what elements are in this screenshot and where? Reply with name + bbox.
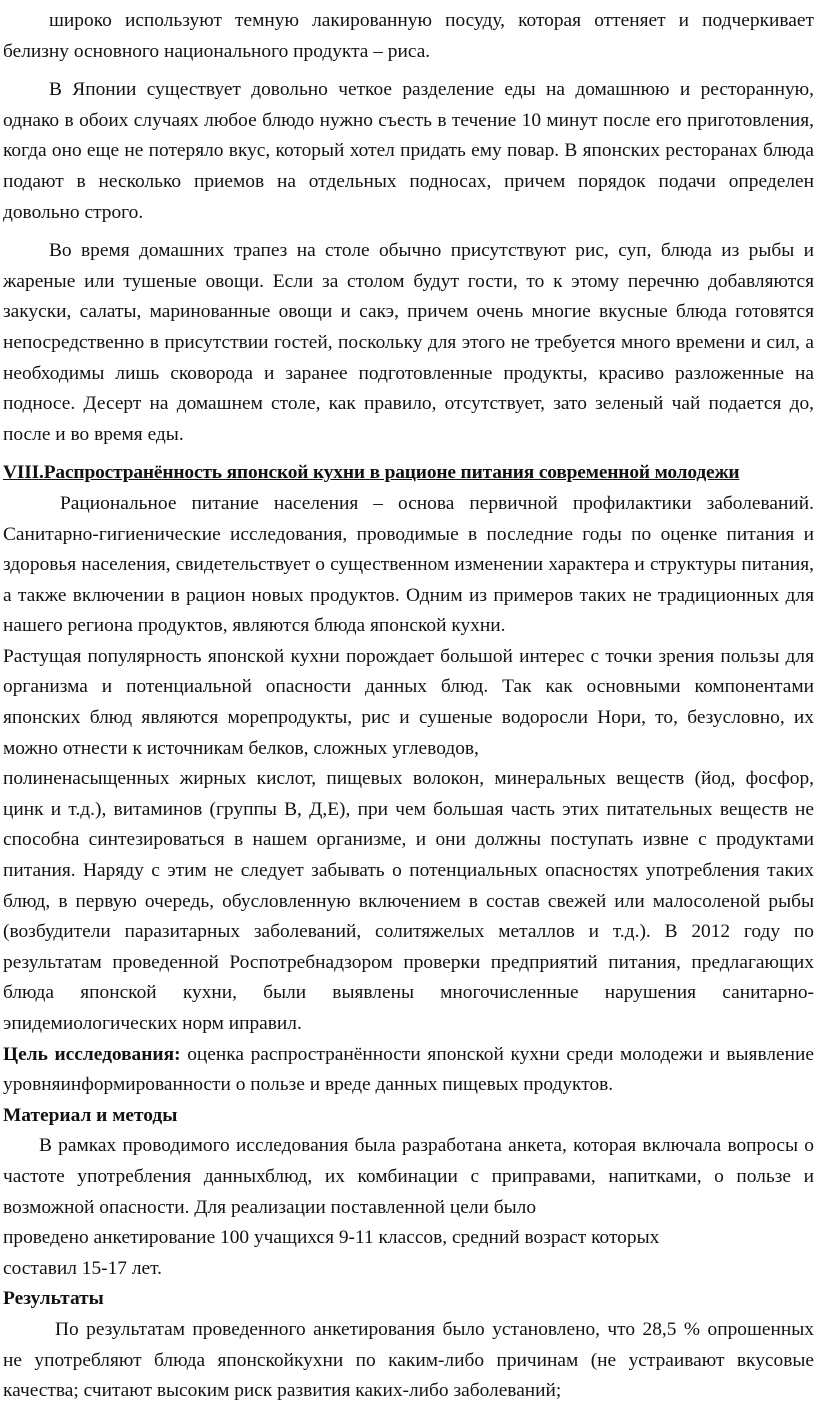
- paragraph-home-meals: Во время домашних трапез на столе обычно присутствуют рис, суп, блюда из рыбы и жареные или тушеные овощи. Если за столом будут гости, то к этому перечню добавляются закуски, салаты, маринованные овощи и сакэ, причем очень многие вкусные блюда готовятся непосредственно в присутствии гостей, поскольку для этого не требуется много времени и сил, а необходимы лишь сковорода и заранее подготовленные продукты, красиво разложенные на подносе. Десерт на домашнем столе, как правило, отсутствует, зато зеленый чай подается до, после и во время еды.: [3, 240, 814, 445]
- methods-heading: Материал и методы: [3, 1104, 178, 1126]
- paragraph-tableware: широко используют темную лакированную посуду, которая оттеняет и подчеркивает белизну основного национального продукта – риса.: [3, 10, 814, 62]
- results-heading: Результаты: [3, 1288, 104, 1310]
- paragraph-rational-nutrition: Рациональное питание населения – основа первичной профилактики заболеваний. Санитарно-гигиенические исследования, проводимые в последние годы по оценке питания и здоровья населения, свидетельствует о существенном изменении характера и структуры питания, а также включении в рацион новых продуктов. Одним из примеров таких не традиционных для нашего региона продуктов, являются блюда японской кухни.: [3, 492, 814, 637]
- survey-line-2: составил 15-17 лет.: [3, 1257, 162, 1279]
- paragraph-food-division: В Японии существует довольно четкое разделение еды на домашнюю и ресторанную, однако в обоих случаях любое блюдо нужно съесть в течение 10 минут после его приготовления, когда оно еще не потеряло вкус, который хотел придать ему повар. В японских ресторанах блюда подают в несколько приемов на отдельных подносах, причем порядок подачи определен довольно строго.: [3, 79, 814, 223]
- paragraph-goal: [3, 1040, 814, 1101]
- section-heading: VIII.Распространённость японской кухни в рационе питания современной молодежи: [3, 462, 740, 484]
- goal-text: оценка распространённости японской кухни среди молодежи и выявление уровняинформированности о пользе и вреде данных пищевых продуктов.: [3, 1043, 815, 1096]
- paragraph-methods: В рамках проводимого исследования была разработана анкета, которая включала вопросы о частоте употребления данныхблюд, их комбинации с приправами, напитками, о пользе и возможной опасности. Для реализации поставленной цели было: [3, 1135, 814, 1218]
- paragraph-popularity: Растущая популярность японской кухни порождает большой интерес с точки зрения пользы для организма и потенциальной опасности данных блюд. Так как основными компонентами японских блюд являются морепродукты, рис и сушеные водоросли Нори, то, безусловно, их можно отнести к источникам белков, сложных углеводов,: [3, 645, 814, 759]
- paragraph-survey: [3, 1223, 814, 1284]
- paragraph-nutrients: полиненасыщенных жирных кислот, пищевых волокон, минеральных веществ (йод, фосфор, цинк и т.д.), витаминов (группы В, Д,Е), при чем большая часть этих питательных веществ не способна синтезироваться в нашем организме, и они должны поступать извне с продуктами питания. Наряду с этим не следует забывать о потенциальных опасностях употребления таких блюд, в первую очередь, обусловленную включением в состав свежей или малосоленой рыбы (возбудители паразитарных заболеваний, солитяжелых металлов и т.д.). В 2012 году по результатам проведенной Роспотребнадзором проверки предприятий питания, предлагающих блюда японской кухни, были выявлены многочисленные нарушения санитарно-эпидемиологических норм иправил.: [3, 768, 814, 1034]
- goal-label: Цель исследования:: [3, 1043, 181, 1065]
- survey-line-1: проведено анкетирование 100 учащихся 9-11 классов, средний возраст которых: [3, 1227, 660, 1249]
- paragraph-results: По результатам проведенного анкетирования было установлено, что 28,5 % опрошенных не употребляют блюда японскойкухни по каким-либо причинам (не устраивают вкусовые качества; считают высоким риск развития каких-либо заболеваний;: [3, 1318, 814, 1402]
